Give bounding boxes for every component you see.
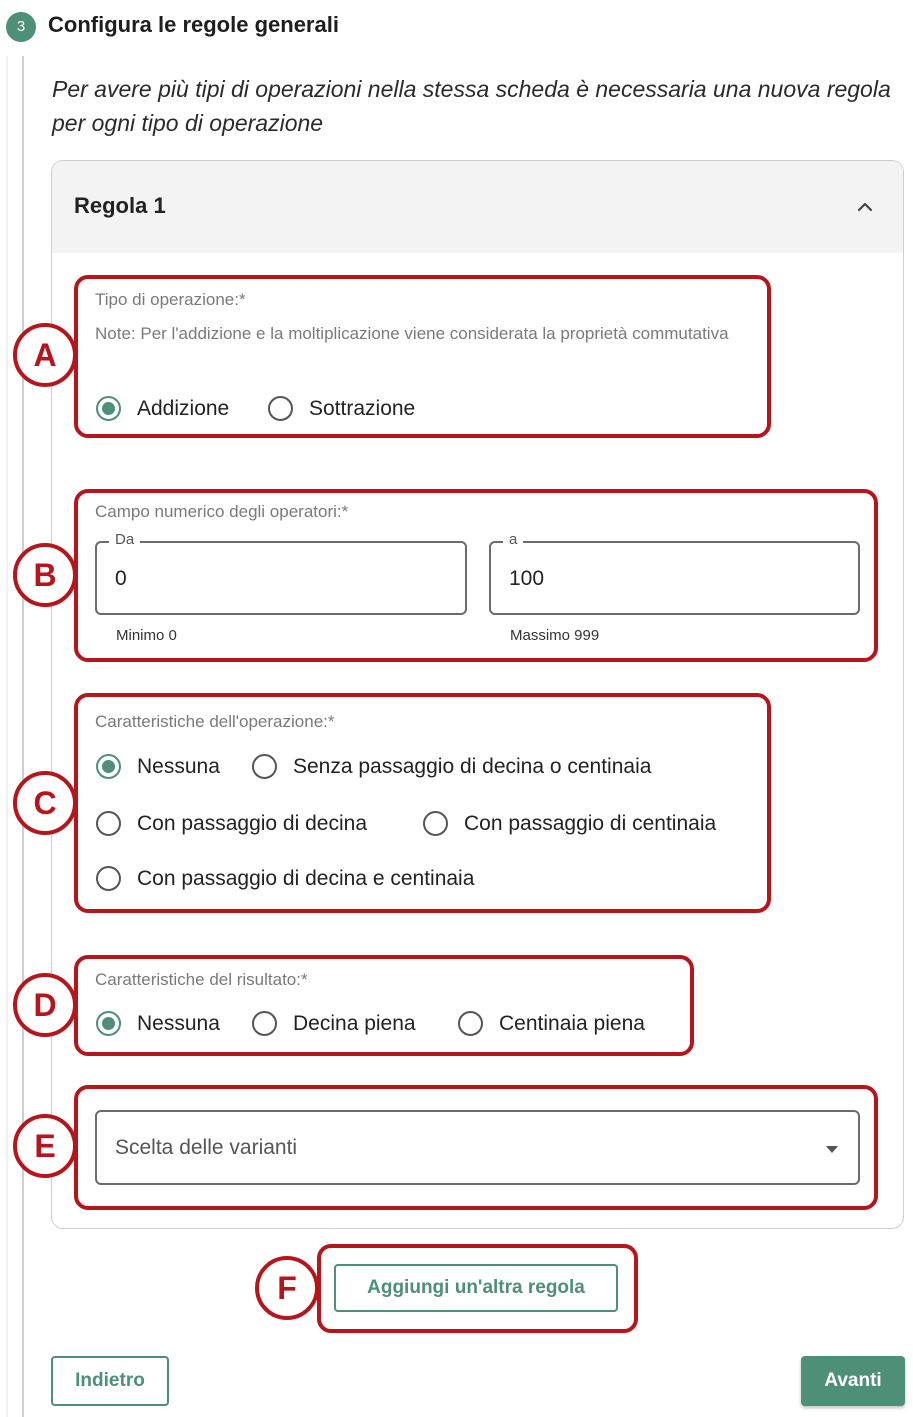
add-rule-button[interactable]: Aggiungi un'altra regola <box>334 1264 618 1312</box>
annotation-badge-b: B <box>13 543 77 607</box>
radio-label: Nessuna <box>137 754 220 778</box>
radio-indicator <box>96 1011 121 1036</box>
variants-select[interactable] <box>95 1110 860 1185</box>
radio-addizione[interactable] <box>96 396 229 421</box>
radio-feature-decina-centinaia[interactable] <box>96 866 474 891</box>
radio-indicator <box>458 1011 483 1036</box>
radio-label: Addizione <box>137 396 230 420</box>
step-header <box>0 0 913 56</box>
radio-sottrazione[interactable] <box>268 396 415 421</box>
radio-label: Con passaggio di centinaia <box>464 811 717 835</box>
radio-feature-passaggio-decina[interactable] <box>96 811 367 836</box>
radio-indicator <box>96 396 121 421</box>
intro-text: Per avere più tipi di operazioni nella stessa scheda è necessaria una nuova regola per ogni tipo di operazione <box>52 76 891 136</box>
rule-accordion-header[interactable] <box>52 161 903 253</box>
radio-indicator <box>252 1011 277 1036</box>
annotation-badge-a: A <box>13 323 77 387</box>
radio-feature-passaggio-centinaia[interactable] <box>423 811 716 836</box>
radio-label: Senza passaggio di decina o centinaia <box>293 754 652 778</box>
step-number-badge: 3 <box>6 12 36 42</box>
radio-indicator <box>252 754 277 779</box>
radio-result-nessuna[interactable] <box>96 1011 220 1036</box>
range-to-legend: a <box>503 531 523 548</box>
operation-type-note: Note: Per l'addizione e la moltiplicazione viene considerata la proprietà commutativa <box>95 324 729 343</box>
radio-result-centinaia-piena[interactable] <box>458 1011 645 1036</box>
radio-indicator <box>268 396 293 421</box>
radio-label: Con passaggio di decina <box>137 811 367 835</box>
annotation-badge-d: D <box>13 973 77 1037</box>
number-range-label: Campo numerico degli operatori:* <box>95 502 349 521</box>
left-panel <box>6 56 8 1417</box>
range-from-legend: Da <box>109 531 140 548</box>
variants-placeholder: Scelta delle varianti <box>115 1136 298 1159</box>
radio-indicator <box>96 866 121 891</box>
radio-indicator <box>423 811 448 836</box>
range-to-helper: Massimo 999 <box>510 627 600 644</box>
radio-label: Nessuna <box>137 1011 220 1035</box>
result-features-label: Caratteristiche del risultato:* <box>95 970 308 989</box>
range-to-value: 100 <box>509 567 545 590</box>
radio-label: Decina piena <box>293 1011 416 1035</box>
annotation-badge-f: F <box>255 1256 319 1320</box>
range-from-value: 0 <box>115 567 127 590</box>
rule-title: Regola 1 <box>74 193 166 218</box>
operation-features-label: Caratteristiche dell'operazione:* <box>95 712 335 731</box>
radio-indicator <box>96 811 121 836</box>
radio-label: Centinaia piena <box>499 1011 645 1035</box>
next-button[interactable]: Avanti <box>801 1356 905 1406</box>
radio-label: Con passaggio di decina e centinaia <box>137 866 475 890</box>
radio-indicator <box>96 754 121 779</box>
range-from-helper: Minimo 0 <box>116 627 177 644</box>
step-title: Configura le regole generali <box>48 12 339 37</box>
dropdown-arrow-icon <box>826 1146 838 1153</box>
range-from-input[interactable] <box>95 531 467 615</box>
annotation-badge-c: C <box>13 771 77 835</box>
radio-label: Sottrazione <box>309 396 416 420</box>
chevron-up-icon[interactable] <box>855 197 875 217</box>
range-to-input[interactable] <box>489 531 860 615</box>
step-connector-line <box>22 56 24 1417</box>
radio-result-decina-piena[interactable] <box>252 1011 416 1036</box>
operation-type-label: Tipo di operazione:* <box>95 290 246 309</box>
back-button[interactable]: Indietro <box>51 1356 169 1406</box>
annotation-badge-e: E <box>13 1114 77 1178</box>
radio-feature-nessuna[interactable] <box>96 754 220 779</box>
radio-feature-senza-passaggio[interactable] <box>252 754 651 779</box>
